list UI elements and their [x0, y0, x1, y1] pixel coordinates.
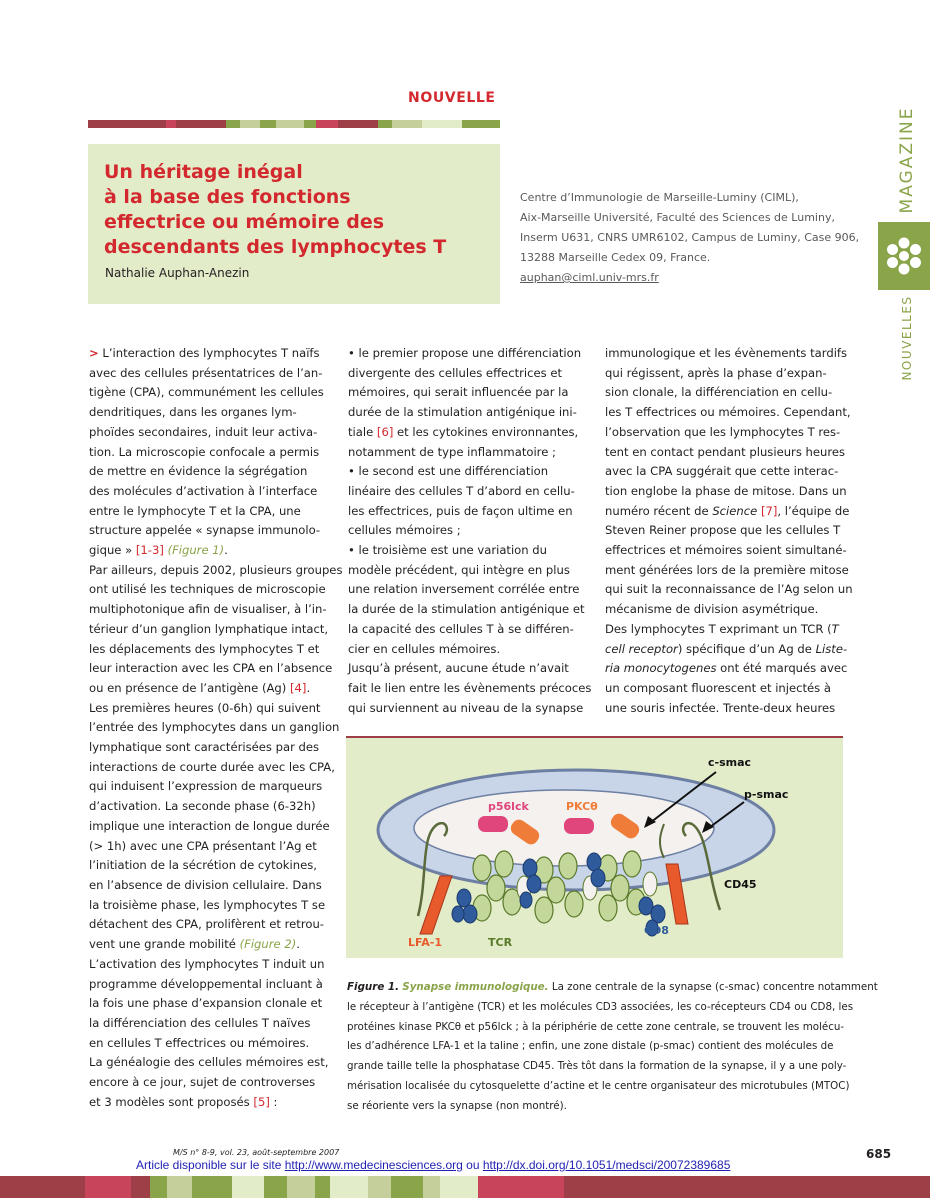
title-line: descendants des lymphocytes T [104, 236, 447, 258]
text-fragment: : [269, 1094, 278, 1109]
stripe-segment [368, 1176, 391, 1198]
doi-link[interactable]: http://dx.doi.org/10.1051/medsci/20072389685 [482, 1158, 731, 1172]
text-line: mérisation localisée du cytosquelette d’actine et le centre organisateur des microtubules (MTOC) [347, 1079, 850, 1092]
text-line: les T effectrices ou mémoires. Cependant, [605, 405, 851, 420]
text-line: L’activation des lymphocytes T induit un [89, 956, 325, 971]
title-line: Un héritage inégal [104, 161, 303, 183]
text-line: sion clonale, la différenciation en cellu- [605, 385, 833, 400]
text-line: divergente des cellules effectrices et [348, 365, 563, 380]
body-column-3 [605, 344, 853, 718]
paragraph [605, 344, 853, 620]
figure-number: Figure 1. [347, 981, 399, 993]
text-line: interactions de courte durée avec les CPA, [89, 759, 335, 774]
text-line: la fois une phase d’expansion clonale et [89, 996, 323, 1011]
tcr-cluster [473, 851, 657, 923]
text-line: tion. La microscopie confocale a permis [89, 444, 320, 459]
text-line [89, 679, 327, 699]
text-line [89, 1093, 327, 1113]
stripe-segment [118, 120, 144, 128]
sidebar-magazine [893, 108, 921, 212]
text-line: détachent des CPA, prolifèrent et retrou- [89, 917, 324, 932]
text-line: en cellules T effectrices ou mémoires. [89, 1035, 310, 1050]
stripe-segment [478, 1176, 563, 1198]
text-line: qui régissent, après la phase d’expan- [605, 365, 827, 380]
stripe-segment [85, 1176, 131, 1198]
italic-fragment: T [831, 621, 839, 636]
p-smac-label: p-smac [744, 788, 789, 801]
italic-fragment: ria monocytogenes [605, 661, 717, 676]
text-line [605, 502, 850, 522]
text-line: qui surviennent au niveau de la synapse [348, 700, 584, 715]
stripe-segment [226, 120, 240, 128]
site-link[interactable]: http://www.medecinesciences.org [284, 1158, 463, 1172]
body-column-1 [89, 344, 343, 1112]
synapse-diagram [346, 738, 843, 958]
stripe-segment [150, 1176, 167, 1198]
text-fragment: ) spécifique d’un Ag de [677, 641, 816, 656]
stripe-segment [378, 120, 392, 128]
text-line: tent en contact pendant plusieurs heures [605, 444, 846, 459]
text-line: l’observation que les lymphocytes T res- [605, 424, 841, 439]
sidebar-magazine-label: MAGAZINE [897, 106, 917, 214]
asterisk-icon [886, 236, 922, 276]
text-line: ont utilisé les techniques de microscopie [89, 582, 326, 597]
text-line: entre le lymphocyte T et la CPA, une [89, 503, 301, 518]
stripe-segment [564, 1176, 930, 1198]
paragraph [89, 561, 343, 699]
lfa1-label: LFA-1 [408, 936, 442, 949]
tcr-label: TCR [488, 936, 513, 949]
text-line [89, 935, 327, 955]
text-line: un composant fluorescent et injectés à [605, 680, 832, 695]
cd45-label: CD45 [724, 878, 757, 891]
text-line: la différenciation des cellules T naïves [89, 1015, 311, 1030]
text-line [347, 978, 878, 998]
text-line: avec la CPA suggérait que cette interac- [605, 464, 839, 479]
text-line: en l’absence de division cellulaire. Dans [89, 877, 322, 892]
italic-fragment: cell receptor [605, 641, 678, 656]
stripe-segment [0, 1176, 85, 1198]
paragraph [605, 620, 848, 719]
figure-caption [347, 978, 878, 1117]
body-column-2 [348, 344, 592, 718]
paragraph [89, 344, 327, 561]
text-fragment: ou en présence de l’antigène (Ag) [89, 680, 290, 695]
text-fragment: La zone centrale de la synapse (c-smac) concentre notamment [548, 981, 878, 993]
reference-link[interactable]: [4] [290, 680, 307, 695]
journal-citation: M/S n° 8-9, vol. 23, août-septembre 2007 [173, 1148, 340, 1157]
lfa1-molecule [420, 876, 452, 934]
text-line: • le second est une différenciation [348, 464, 549, 479]
text-line: d’activation. La seconde phase (6-32h) [89, 799, 316, 814]
text-line: structure appelée « synapse immunolo- [89, 523, 321, 538]
text-line: Par ailleurs, depuis 2002, plusieurs groupes [89, 562, 343, 577]
text-line [605, 659, 848, 679]
text-line: effectrices et mémoires soient simultané- [605, 543, 847, 558]
figure-title: Synapse immunologique. [402, 981, 549, 993]
availability-notice [136, 1158, 730, 1172]
text-line: de mettre en évidence la ségrégation [89, 464, 308, 479]
text-line: multiphotonique afin de visualiser, à l’in- [89, 602, 327, 617]
sidebar-nouvelles-label: NOUVELLES [900, 295, 914, 381]
bullet-item [348, 541, 584, 659]
text-line: fait le lien entre les évènements précoces [348, 680, 592, 695]
cd8-label: CD8 [644, 924, 669, 937]
stripe-segment [88, 120, 118, 128]
text-line: des molécules d’activation à l’interface [89, 483, 318, 498]
text-line: la troisième phase, les lymphocytes T se [89, 897, 326, 912]
text-line: l’initiation de la sécrétion de cytokines, [89, 858, 317, 873]
text-line: immunologique et les évènements tardifs [605, 346, 848, 360]
stripe-segment [391, 1176, 423, 1198]
author-email-link[interactable]: auphan@ciml.univ-mrs.fr [520, 271, 659, 284]
stripe-segment [316, 120, 338, 128]
affiliation-line: Centre d’Immunologie de Marseille-Luminy (CIML), [520, 191, 799, 204]
stripe-segment [392, 120, 422, 128]
text-fragment: Des lymphocytes T exprimant un TCR ( [605, 621, 832, 636]
stripe-segment [422, 120, 462, 128]
bullet-item [348, 462, 584, 541]
text-line: avec des cellules présentatrices de l’an- [89, 365, 323, 380]
text-line: une souris infectée. Trente-deux heures [605, 700, 836, 715]
author-name: Nathalie Auphan-Anezin [105, 266, 250, 280]
text-fragment: ou [462, 1158, 483, 1172]
stripe-segment [315, 1176, 330, 1198]
text-line: Steven Reiner propose que les cellules T [605, 523, 841, 538]
text-fragment: , l’équipe de [777, 503, 850, 518]
p56lck-label: p56lck [488, 800, 529, 813]
reference-link[interactable]: [7] [760, 503, 778, 518]
paragraph [89, 699, 340, 955]
text-line: durée de la stimulation antigénique ini- [348, 405, 577, 420]
text-fragment: ont été marqués avec [716, 661, 848, 676]
text-fragment: vent une grande mobilité [89, 937, 240, 952]
stripe-segment [276, 120, 304, 128]
stripe-segment [166, 120, 176, 128]
text-line: programme développemental incluant à [89, 976, 323, 991]
pkc-label: PKCθ [566, 800, 598, 813]
text-line: notamment de type inflammatoire ; [348, 444, 556, 459]
text-line: grande taille telle la phosphatase CD45. Très tôt dans la formation de la synapse, il y a une poly- [347, 1060, 847, 1073]
figure-reference-link[interactable]: (Figure 2) [239, 937, 297, 952]
text-line: qui induisent l’expression de marqueurs [89, 779, 323, 794]
stripe-segment [338, 120, 378, 128]
p56lck-blob [478, 816, 508, 832]
stripe-segment [144, 120, 166, 128]
sidebar-nouvelles [896, 295, 918, 381]
text-line: dendritiques, dans les organes lym- [89, 405, 297, 420]
text-line: qui suit la reconnaissance de l’Ag selon un [605, 582, 853, 597]
stripe-segment [462, 120, 500, 128]
stripe-segment [330, 1176, 368, 1198]
text-line: leur interaction avec les CPA en l’absence [89, 661, 333, 676]
text-line: l’entrée des lymphocytes dans un ganglion [89, 720, 340, 735]
text-line: ment générées lors de la première mitose [605, 562, 849, 577]
paragraph [89, 1053, 327, 1112]
text-line: lymphatique sont caractérisées par des [89, 740, 320, 755]
text-line: implique une interaction de longue durée [89, 818, 330, 833]
text-line: protéines kinase PKCθ et p56lck ; à la périphérie de cette zone centrale, se trouvent les molécu- [347, 1020, 845, 1033]
stripe-segment [176, 120, 226, 128]
text-line: encore à ce jour, sujet de controverses [89, 1075, 316, 1090]
figure-1 [346, 736, 843, 958]
text-fragment: L’interaction des lymphocytes T naïfs [102, 346, 320, 360]
text-line: linéaire des cellules T d’abord en cellu- [348, 483, 575, 498]
paragraph [348, 659, 592, 718]
reference-link[interactable]: [5] [253, 1094, 270, 1109]
stripe-segment [260, 120, 276, 128]
stripe-segment [264, 1176, 287, 1198]
text-line [605, 640, 848, 660]
reference-link[interactable]: [6] [376, 424, 394, 439]
text-line: les déplacements des lymphocytes T et [89, 641, 320, 656]
title-box [88, 144, 500, 304]
stripe-segment [287, 1176, 315, 1198]
text-line: (> 1h) avec une CPA présentant l’Ag et [89, 838, 317, 853]
text-line [348, 423, 584, 443]
bottom-color-stripe [0, 1176, 930, 1198]
text-line [89, 541, 327, 561]
c-smac-label: c-smac [708, 756, 752, 769]
text-line: phoïdes secondaires, induit leur activa- [89, 424, 318, 439]
text-line: cellules mémoires ; [348, 523, 461, 538]
text-line: le récepteur à l’antigène (TCR) et les molécules CD3 associées, les co-récepteurs CD4 ou CD8, les [347, 1000, 854, 1013]
text-fragment: et 3 modèles sont proposés [89, 1094, 254, 1109]
text-line: les effectrices, puis de façon ultime en [348, 503, 573, 518]
sidebar-badge [878, 222, 930, 290]
stripe-segment [440, 1176, 478, 1198]
paragraph [89, 955, 327, 1054]
text-line: les d’adhérence LFA-1 et la taline ; enfin, une zone distale (p-smac) contient des molécules de [347, 1040, 834, 1053]
stripe-segment [192, 1176, 232, 1198]
article-title [104, 160, 494, 260]
text-line: se réoriente vers la synapse (non montré). [347, 1099, 567, 1112]
text-line: tigène (CPA), communément les cellules [89, 385, 324, 400]
affiliation [520, 188, 860, 288]
stripe-segment [167, 1176, 192, 1198]
reference-link[interactable]: [1-3] [135, 543, 164, 558]
text-fragment: tiale [348, 424, 377, 439]
text-line: • le premier propose une différenciation [348, 346, 582, 360]
affiliation-line: Aix-Marseille Université, Faculté des Sciences de Luminy, [520, 211, 835, 224]
section-label: NOUVELLE [408, 90, 496, 106]
stripe-segment [423, 1176, 440, 1198]
text-line: cier en cellules mémoires. [348, 641, 501, 656]
page-number: 685 [866, 1147, 892, 1161]
text-line: modèle précédent, qui intègre en plus [348, 562, 570, 577]
figure-reference-link[interactable]: (Figure 1) [167, 543, 225, 558]
p56lck-blob [564, 818, 594, 834]
text-line: • le troisième est une variation du [348, 543, 548, 558]
stripe-segment [240, 120, 260, 128]
stripe-segment [131, 1176, 150, 1198]
text-fragment: . [306, 680, 311, 695]
text-line: Jusqu’à présent, aucune étude n’avait [348, 661, 569, 676]
text-line: Les premières heures (0-6h) qui suivent [89, 700, 321, 715]
top-color-stripe [88, 120, 500, 128]
text-fragment: numéro récent de [605, 503, 713, 518]
text-line: la capacité des cellules T à se différen- [348, 621, 574, 636]
affiliation-line: 13288 Marseille Cedex 09, France. [520, 251, 711, 264]
text-fragment: gique » [89, 543, 136, 558]
text-line: mémoires, qui serait influencée par la [348, 385, 569, 400]
italic-fragment: Liste- [815, 641, 848, 656]
text-line: térieur d’un ganglion lymphatique intact, [89, 621, 329, 636]
text-fragment: et les cytokines environnantes, [393, 424, 579, 439]
text-line: une relation inversement corrélée entre [348, 582, 580, 597]
text-line: la durée de la stimulation antigénique et [348, 602, 585, 617]
text-fragment: Article disponible sur le site [136, 1158, 285, 1172]
chevron-icon: > [89, 346, 99, 360]
text-line [89, 344, 327, 364]
text-line [605, 620, 842, 640]
text-line: mécanisme de division asymétrique. [605, 602, 819, 617]
title-line: effectrice ou mémoire des [104, 211, 385, 233]
title-line: à la base des fonctions [104, 186, 351, 208]
text-fragment: . [296, 937, 300, 952]
affiliation-line: Inserm U631, CNRS UMR6102, Campus de Luminy, Case 906, [520, 231, 860, 244]
stripe-segment [232, 1176, 264, 1198]
text-fragment: . [224, 543, 228, 558]
text-line: tion englobe la phase de mitose. Dans un [605, 483, 847, 498]
journal-name: Science [712, 503, 758, 518]
text-line: La généalogie des cellules mémoires est, [89, 1055, 329, 1070]
bullet-item [348, 344, 584, 462]
stripe-segment [304, 120, 316, 128]
